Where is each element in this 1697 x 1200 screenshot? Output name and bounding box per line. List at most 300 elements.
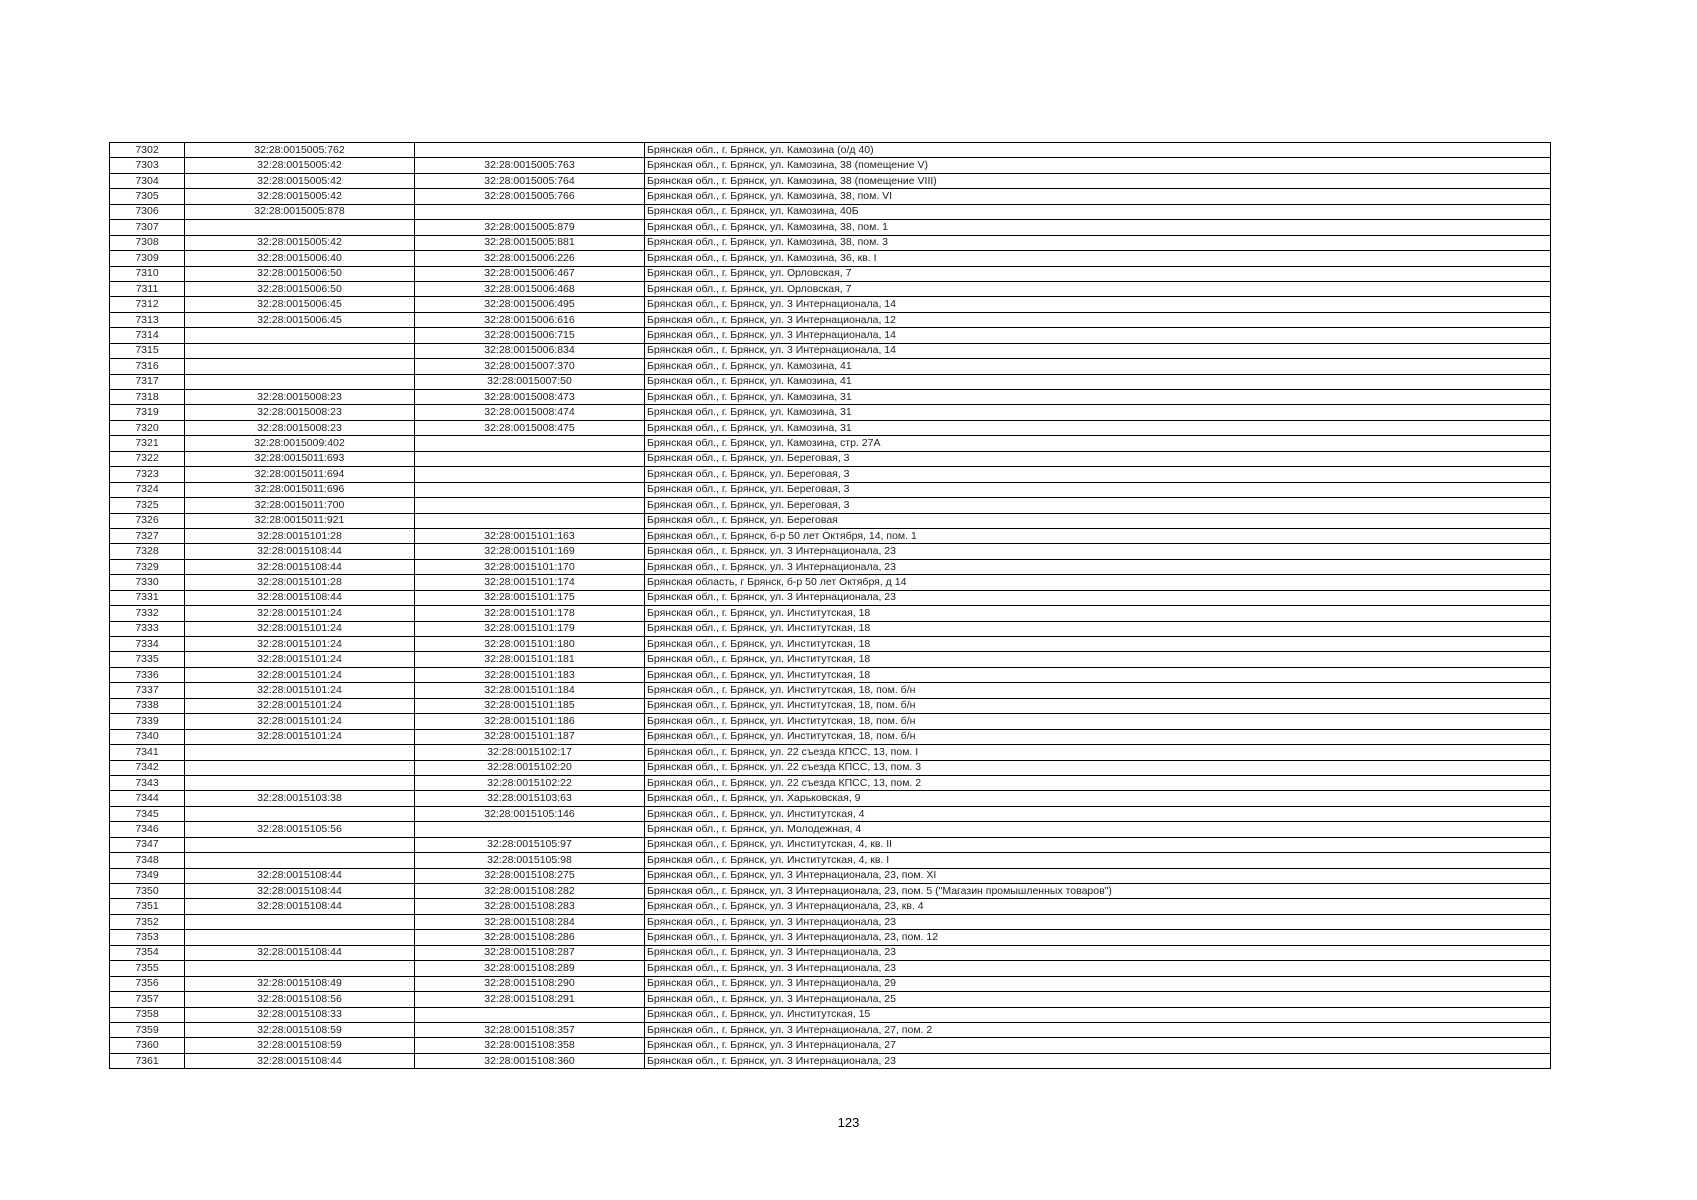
- parent-cadastral-number-cell: 32:28:0015108:44: [185, 1053, 415, 1068]
- row-number-cell: 7312: [110, 297, 185, 312]
- table-row: [110, 297, 1551, 312]
- cadastral-number-cell: 32:28:0015101:181: [415, 652, 645, 667]
- cadastral-number-cell: 32:28:0015006:834: [415, 343, 645, 358]
- address-cell: Брянская обл., г. Брянск, ул. 3 Интернационала, 12: [645, 312, 1551, 327]
- table-row: [110, 667, 1551, 682]
- cadastral-number-cell: 32:28:0015101:174: [415, 575, 645, 590]
- table-row: [110, 837, 1551, 852]
- table-row: [110, 976, 1551, 991]
- parent-cadastral-number-cell: 32:28:0015005:762: [185, 143, 415, 158]
- cadastral-number-cell: 32:28:0015006:616: [415, 312, 645, 327]
- address-cell: Брянская обл., г. Брянск, ул. 3 Интернационала, 23: [645, 945, 1551, 960]
- cadastral-number-cell: 32:28:0015101:187: [415, 729, 645, 744]
- address-cell: Брянская обл., г. Брянск, ул. Институтская, 18: [645, 652, 1551, 667]
- parent-cadastral-number-cell: [185, 930, 415, 945]
- cadastral-number-cell: 32:28:0015005:764: [415, 173, 645, 188]
- parent-cadastral-number-cell: 32:28:0015006:50: [185, 266, 415, 281]
- table-row: [110, 451, 1551, 466]
- row-number-cell: 7349: [110, 868, 185, 883]
- address-cell: Брянская обл., г. Брянск, ул. Молодежная, 4: [645, 822, 1551, 837]
- address-cell: Брянская обл., г. Брянск, ул. Камозина, 36, кв. I: [645, 251, 1551, 266]
- parent-cadastral-number-cell: 32:28:0015101:24: [185, 637, 415, 652]
- table-row: [110, 544, 1551, 559]
- parent-cadastral-number-cell: 32:28:0015108:44: [185, 884, 415, 899]
- row-number-cell: 7304: [110, 173, 185, 188]
- table-row: [110, 775, 1551, 790]
- row-number-cell: 7307: [110, 220, 185, 235]
- table-row: [110, 390, 1551, 405]
- address-cell: Брянская обл., г. Брянск, б-р 50 лет Октября, 14, пом. 1: [645, 528, 1551, 543]
- row-number-cell: 7356: [110, 976, 185, 991]
- table-row: [110, 189, 1551, 204]
- cadastral-number-cell: 32:28:0015006:226: [415, 251, 645, 266]
- table-row: [110, 235, 1551, 250]
- parent-cadastral-number-cell: 32:28:0015101:24: [185, 698, 415, 713]
- cadastral-number-cell: 32:28:0015101:163: [415, 528, 645, 543]
- cadastral-number-cell: 32:28:0015108:282: [415, 884, 645, 899]
- table-row: [110, 868, 1551, 883]
- parent-cadastral-number-cell: [185, 374, 415, 389]
- address-cell: Брянская обл., г. Брянск, ул. Институтская, 18: [645, 667, 1551, 682]
- address-cell: Брянская обл., г. Брянск, ул. Институтская, 18, пом. б/н: [645, 714, 1551, 729]
- parent-cadastral-number-cell: [185, 328, 415, 343]
- parent-cadastral-number-cell: 32:28:0015006:45: [185, 297, 415, 312]
- parent-cadastral-number-cell: 32:28:0015108:44: [185, 544, 415, 559]
- cadastral-number-cell: 32:28:0015105:98: [415, 853, 645, 868]
- row-number-cell: 7345: [110, 806, 185, 821]
- address-cell: Брянская обл., г. Брянск, ул. 3 Интернационала, 23: [645, 590, 1551, 605]
- address-cell: Брянская обл., г. Брянск, ул. 3 Интернационала, 14: [645, 343, 1551, 358]
- address-cell: Брянская обл., г. Брянск, ул. Камозина, 41: [645, 374, 1551, 389]
- row-number-cell: 7336: [110, 667, 185, 682]
- table-row: [110, 621, 1551, 636]
- address-cell: Брянская обл., г. Брянск, ул. 3 Интернационала, 23, пом. 5 ("Магазин промышленных товаров"): [645, 884, 1551, 899]
- address-cell: Брянская обл., г. Брянск, ул. Камозина, 38 (помещение V): [645, 158, 1551, 173]
- row-number-cell: 7361: [110, 1053, 185, 1068]
- row-number-cell: 7325: [110, 498, 185, 513]
- table-row: [110, 513, 1551, 528]
- address-cell: Брянская обл., г. Брянск, ул. 3 Интернационала, 25: [645, 992, 1551, 1007]
- parent-cadastral-number-cell: [185, 775, 415, 790]
- parent-cadastral-number-cell: [185, 745, 415, 760]
- cadastral-number-cell: [415, 204, 645, 219]
- cadastral-number-cell: [415, 467, 645, 482]
- row-number-cell: 7355: [110, 961, 185, 976]
- address-cell: Брянская обл., г. Брянск, ул. Камозина, стр. 27А: [645, 436, 1551, 451]
- parent-cadastral-number-cell: [185, 961, 415, 976]
- address-cell: Брянская обл., г. Брянск, ул. Институтская, 18: [645, 621, 1551, 636]
- table-row: [110, 992, 1551, 1007]
- parent-cadastral-number-cell: 32:28:0015005:42: [185, 235, 415, 250]
- row-number-cell: 7341: [110, 745, 185, 760]
- address-cell: Брянская обл., г. Брянск, ул. Институтская, 18: [645, 637, 1551, 652]
- parent-cadastral-number-cell: 32:28:0015011:696: [185, 482, 415, 497]
- address-cell: Брянская обл., г. Брянск, ул. 3 Интернационала, 23, пом. XI: [645, 868, 1551, 883]
- cadastral-number-cell: [415, 451, 645, 466]
- parent-cadastral-number-cell: 32:28:0015108:59: [185, 1022, 415, 1037]
- table-row: [110, 143, 1551, 158]
- address-cell: Брянская обл., г. Брянск, ул. 3 Интернационала, 23: [645, 559, 1551, 574]
- address-cell: Брянская обл., г. Брянск, ул. Институтская, 4, кв. I: [645, 853, 1551, 868]
- row-number-cell: 7360: [110, 1038, 185, 1053]
- address-cell: Брянская обл., г. Брянск, ул. 3 Интернационала, 23: [645, 544, 1551, 559]
- table-row: [110, 683, 1551, 698]
- cadastral-number-cell: 32:28:0015005:881: [415, 235, 645, 250]
- row-number-cell: 7305: [110, 189, 185, 204]
- parent-cadastral-number-cell: 32:28:0015008:23: [185, 420, 415, 435]
- address-cell: Брянская обл., г. Брянск, ул. 3 Интернационала, 23, пом. 12: [645, 930, 1551, 945]
- parent-cadastral-number-cell: 32:28:0015006:40: [185, 251, 415, 266]
- registry-table: [109, 142, 1551, 1069]
- cadastral-number-cell: 32:28:0015101:180: [415, 637, 645, 652]
- cadastral-number-cell: 32:28:0015108:287: [415, 945, 645, 960]
- cadastral-number-cell: 32:28:0015108:283: [415, 899, 645, 914]
- cadastral-number-cell: 32:28:0015108:286: [415, 930, 645, 945]
- table-row: [110, 374, 1551, 389]
- row-number-cell: 7347: [110, 837, 185, 852]
- table-row: [110, 1022, 1551, 1037]
- cadastral-number-cell: 32:28:0015101:179: [415, 621, 645, 636]
- parent-cadastral-number-cell: 32:28:0015006:45: [185, 312, 415, 327]
- row-number-cell: 7343: [110, 775, 185, 790]
- table-row: [110, 436, 1551, 451]
- address-cell: Брянская обл., г. Брянск, ул. 3 Интернационала, 14: [645, 328, 1551, 343]
- cadastral-number-cell: 32:28:0015102:20: [415, 760, 645, 775]
- table-row: [110, 899, 1551, 914]
- row-number-cell: 7346: [110, 822, 185, 837]
- table-row: [110, 482, 1551, 497]
- cadastral-number-cell: [415, 822, 645, 837]
- parent-cadastral-number-cell: 32:28:0015101:24: [185, 621, 415, 636]
- cadastral-number-cell: 32:28:0015105:146: [415, 806, 645, 821]
- row-number-cell: 7351: [110, 899, 185, 914]
- table-row: [110, 281, 1551, 296]
- cadastral-number-cell: 32:28:0015101:175: [415, 590, 645, 605]
- table-row: [110, 930, 1551, 945]
- address-cell: Брянская обл., г. Брянск, ул. Институтская, 15: [645, 1007, 1551, 1022]
- parent-cadastral-number-cell: 32:28:0015101:24: [185, 729, 415, 744]
- row-number-cell: 7331: [110, 590, 185, 605]
- table-row: [110, 714, 1551, 729]
- parent-cadastral-number-cell: 32:28:0015103:38: [185, 791, 415, 806]
- cadastral-number-cell: 32:28:0015006:715: [415, 328, 645, 343]
- parent-cadastral-number-cell: 32:28:0015108:44: [185, 590, 415, 605]
- table-row: [110, 498, 1551, 513]
- address-cell: Брянская обл., г. Брянск, ул. 3 Интернационала, 23: [645, 914, 1551, 929]
- table-row: [110, 606, 1551, 621]
- parent-cadastral-number-cell: 32:28:0015006:50: [185, 281, 415, 296]
- address-cell: Брянская обл., г. Брянск, ул. Камозина, 38, пом. VI: [645, 189, 1551, 204]
- table-row: [110, 652, 1551, 667]
- parent-cadastral-number-cell: 32:28:0015101:24: [185, 714, 415, 729]
- cadastral-number-cell: [415, 436, 645, 451]
- table-row: [110, 961, 1551, 976]
- row-number-cell: 7303: [110, 158, 185, 173]
- cadastral-number-cell: 32:28:0015108:290: [415, 976, 645, 991]
- cadastral-number-cell: 32:28:0015007:370: [415, 359, 645, 374]
- cadastral-number-cell: 32:28:0015101:184: [415, 683, 645, 698]
- parent-cadastral-number-cell: 32:28:0015101:24: [185, 667, 415, 682]
- table-row: [110, 853, 1551, 868]
- cadastral-number-cell: 32:28:0015005:763: [415, 158, 645, 173]
- address-cell: Брянская обл., г. Брянск, ул. Институтская, 18, пом. б/н: [645, 698, 1551, 713]
- table-row: [110, 467, 1551, 482]
- address-cell: Брянская обл., г. Брянск, ул. 3 Интернационала, 29: [645, 976, 1551, 991]
- cadastral-number-cell: 32:28:0015108:357: [415, 1022, 645, 1037]
- parent-cadastral-number-cell: 32:28:0015011:700: [185, 498, 415, 513]
- address-cell: Брянская обл., г. Брянск, ул. Камозина (о/д 40): [645, 143, 1551, 158]
- cadastral-number-cell: 32:28:0015105:97: [415, 837, 645, 852]
- cadastral-number-cell: 32:28:0015108:275: [415, 868, 645, 883]
- row-number-cell: 7328: [110, 544, 185, 559]
- parent-cadastral-number-cell: [185, 806, 415, 821]
- row-number-cell: 7329: [110, 559, 185, 574]
- cadastral-number-cell: 32:28:0015108:358: [415, 1038, 645, 1053]
- table-row: [110, 312, 1551, 327]
- address-cell: Брянская обл., г. Брянск, ул. 3 Интернационала, 23, кв. 4: [645, 899, 1551, 914]
- parent-cadastral-number-cell: 32:28:0015005:42: [185, 173, 415, 188]
- registry-table-body: [110, 143, 1551, 1069]
- table-row: [110, 328, 1551, 343]
- cadastral-number-cell: [415, 498, 645, 513]
- parent-cadastral-number-cell: [185, 220, 415, 235]
- table-row: [110, 884, 1551, 899]
- parent-cadastral-number-cell: 32:28:0015005:878: [185, 204, 415, 219]
- cadastral-number-cell: 32:28:0015005:766: [415, 189, 645, 204]
- table-row: [110, 266, 1551, 281]
- row-number-cell: 7316: [110, 359, 185, 374]
- table-row: [110, 575, 1551, 590]
- address-cell: Брянская обл., г. Брянск, ул. Институтская, 4: [645, 806, 1551, 821]
- row-number-cell: 7320: [110, 420, 185, 435]
- row-number-cell: 7324: [110, 482, 185, 497]
- table-row: [110, 729, 1551, 744]
- cadastral-number-cell: [415, 143, 645, 158]
- row-number-cell: 7306: [110, 204, 185, 219]
- parent-cadastral-number-cell: 32:28:0015101:28: [185, 575, 415, 590]
- table-row: [110, 822, 1551, 837]
- parent-cadastral-number-cell: 32:28:0015108:59: [185, 1038, 415, 1053]
- table-row: [110, 343, 1551, 358]
- row-number-cell: 7350: [110, 884, 185, 899]
- row-number-cell: 7321: [110, 436, 185, 451]
- row-number-cell: 7352: [110, 914, 185, 929]
- row-number-cell: 7332: [110, 606, 185, 621]
- row-number-cell: 7348: [110, 853, 185, 868]
- address-cell: Брянская обл., г. Брянск, ул. Береговая: [645, 513, 1551, 528]
- address-cell: Брянская обл., г. Брянск, ул. Орловская, 7: [645, 281, 1551, 296]
- address-cell: Брянская область, г Брянск, б-р 50 лет Октября, д 14: [645, 575, 1551, 590]
- address-cell: Брянская обл., г. Брянск, ул. Камозина, 41: [645, 359, 1551, 374]
- row-number-cell: 7323: [110, 467, 185, 482]
- cadastral-number-cell: 32:28:0015101:169: [415, 544, 645, 559]
- cadastral-number-cell: [415, 1007, 645, 1022]
- row-number-cell: 7327: [110, 528, 185, 543]
- table-row: [110, 806, 1551, 821]
- cadastral-number-cell: [415, 482, 645, 497]
- cadastral-number-cell: 32:28:0015101:178: [415, 606, 645, 621]
- address-cell: Брянская обл., г. Брянск, ул. 3 Интернационала, 14: [645, 297, 1551, 312]
- table-row: [110, 590, 1551, 605]
- cadastral-number-cell: 32:28:0015008:474: [415, 405, 645, 420]
- parent-cadastral-number-cell: 32:28:0015101:24: [185, 683, 415, 698]
- address-cell: Брянская обл., г. Брянск, ул. Береговая, 3: [645, 467, 1551, 482]
- cadastral-number-cell: 32:28:0015102:17: [415, 745, 645, 760]
- cadastral-number-cell: 32:28:0015101:170: [415, 559, 645, 574]
- address-cell: Брянская обл., г. Брянск, ул. Институтская, 18: [645, 606, 1551, 621]
- table-row: [110, 420, 1551, 435]
- cadastral-number-cell: [415, 513, 645, 528]
- parent-cadastral-number-cell: [185, 760, 415, 775]
- table-row: [110, 1007, 1551, 1022]
- parent-cadastral-number-cell: 32:28:0015108:56: [185, 992, 415, 1007]
- row-number-cell: 7337: [110, 683, 185, 698]
- row-number-cell: 7353: [110, 930, 185, 945]
- parent-cadastral-number-cell: [185, 359, 415, 374]
- row-number-cell: 7310: [110, 266, 185, 281]
- address-cell: Брянская обл., г. Брянск, ул. Камозина, 31: [645, 420, 1551, 435]
- row-number-cell: 7358: [110, 1007, 185, 1022]
- page-number: 123: [837, 1115, 860, 1130]
- cadastral-number-cell: 32:28:0015006:468: [415, 281, 645, 296]
- cadastral-number-cell: 32:28:0015101:186: [415, 714, 645, 729]
- address-cell: Брянская обл., г. Брянск, ул. Камозина, 31: [645, 390, 1551, 405]
- table-row: [110, 158, 1551, 173]
- address-cell: Брянская обл., г. Брянск, ул. 22 съезда КПСС, 13, пом. I: [645, 745, 1551, 760]
- address-cell: Брянская обл., г. Брянск, ул. 3 Интернационала, 27: [645, 1038, 1551, 1053]
- table-row: [110, 698, 1551, 713]
- parent-cadastral-number-cell: [185, 343, 415, 358]
- address-cell: Брянская обл., г. Брянск, ул. 22 съезда КПСС, 13, пом. 2: [645, 775, 1551, 790]
- row-number-cell: 7314: [110, 328, 185, 343]
- table-row: [110, 220, 1551, 235]
- cadastral-number-cell: 32:28:0015006:495: [415, 297, 645, 312]
- row-number-cell: 7313: [110, 312, 185, 327]
- parent-cadastral-number-cell: 32:28:0015011:921: [185, 513, 415, 528]
- address-cell: Брянская обл., г. Брянск, ул. Институтская, 4, кв. II: [645, 837, 1551, 852]
- table-row: [110, 760, 1551, 775]
- table-row: [110, 745, 1551, 760]
- address-cell: Брянская обл., г. Брянск, ул. 3 Интернационала, 23: [645, 1053, 1551, 1068]
- parent-cadastral-number-cell: 32:28:0015108:49: [185, 976, 415, 991]
- address-cell: Брянская обл., г. Брянск, ул. Береговая, 3: [645, 451, 1551, 466]
- cadastral-number-cell: 32:28:0015108:284: [415, 914, 645, 929]
- address-cell: Брянская обл., г. Брянск, ул. Институтская, 18, пом. б/н: [645, 683, 1551, 698]
- row-number-cell: 7319: [110, 405, 185, 420]
- address-cell: Брянская обл., г. Брянск, ул. Береговая, 3: [645, 498, 1551, 513]
- parent-cadastral-number-cell: [185, 914, 415, 929]
- parent-cadastral-number-cell: 32:28:0015108:44: [185, 945, 415, 960]
- parent-cadastral-number-cell: [185, 853, 415, 868]
- cadastral-number-cell: 32:28:0015007:50: [415, 374, 645, 389]
- address-cell: Брянская обл., г. Брянск, ул. Харьковская, 9: [645, 791, 1551, 806]
- address-cell: Брянская обл., г. Брянск, ул. Камозина, 40Б: [645, 204, 1551, 219]
- parent-cadastral-number-cell: 32:28:0015005:42: [185, 189, 415, 204]
- row-number-cell: 7317: [110, 374, 185, 389]
- row-number-cell: 7302: [110, 143, 185, 158]
- address-cell: Брянская обл., г. Брянск, ул. 3 Интернационала, 27, пом. 2: [645, 1022, 1551, 1037]
- cadastral-number-cell: 32:28:0015108:360: [415, 1053, 645, 1068]
- row-number-cell: 7311: [110, 281, 185, 296]
- row-number-cell: 7326: [110, 513, 185, 528]
- row-number-cell: 7330: [110, 575, 185, 590]
- parent-cadastral-number-cell: 32:28:0015008:23: [185, 390, 415, 405]
- address-cell: Брянская обл., г. Брянск, ул. Береговая, 3: [645, 482, 1551, 497]
- address-cell: Брянская обл., г. Брянск, ул. Институтская, 18, пом. б/н: [645, 729, 1551, 744]
- parent-cadastral-number-cell: 32:28:0015101:28: [185, 528, 415, 543]
- cadastral-number-cell: 32:28:0015008:475: [415, 420, 645, 435]
- table-row: [110, 1053, 1551, 1068]
- row-number-cell: 7342: [110, 760, 185, 775]
- address-cell: Брянская обл., г. Брянск, ул. Орловская, 7: [645, 266, 1551, 281]
- table-row: [110, 791, 1551, 806]
- row-number-cell: 7344: [110, 791, 185, 806]
- row-number-cell: 7354: [110, 945, 185, 960]
- row-number-cell: 7339: [110, 714, 185, 729]
- parent-cadastral-number-cell: 32:28:0015108:44: [185, 559, 415, 574]
- row-number-cell: 7335: [110, 652, 185, 667]
- parent-cadastral-number-cell: 32:28:0015108:33: [185, 1007, 415, 1022]
- cadastral-number-cell: 32:28:0015008:473: [415, 390, 645, 405]
- parent-cadastral-number-cell: 32:28:0015101:24: [185, 606, 415, 621]
- parent-cadastral-number-cell: 32:28:0015005:42: [185, 158, 415, 173]
- row-number-cell: 7338: [110, 698, 185, 713]
- table-row: [110, 1038, 1551, 1053]
- row-number-cell: 7340: [110, 729, 185, 744]
- table-row: [110, 528, 1551, 543]
- parent-cadastral-number-cell: [185, 837, 415, 852]
- cadastral-number-cell: 32:28:0015101:183: [415, 667, 645, 682]
- parent-cadastral-number-cell: 32:28:0015105:56: [185, 822, 415, 837]
- address-cell: Брянская обл., г. Брянск, ул. 3 Интернационала, 23: [645, 961, 1551, 976]
- row-number-cell: 7333: [110, 621, 185, 636]
- table-row: [110, 637, 1551, 652]
- parent-cadastral-number-cell: 32:28:0015108:44: [185, 899, 415, 914]
- row-number-cell: 7318: [110, 390, 185, 405]
- address-cell: Брянская обл., г. Брянск, ул. Камозина, 38, пом. 3: [645, 235, 1551, 250]
- address-cell: Брянская обл., г. Брянск, ул. Камозина, 31: [645, 405, 1551, 420]
- table-row: [110, 359, 1551, 374]
- cadastral-number-cell: 32:28:0015101:185: [415, 698, 645, 713]
- parent-cadastral-number-cell: 32:28:0015009:402: [185, 436, 415, 451]
- row-number-cell: 7334: [110, 637, 185, 652]
- cadastral-number-cell: 32:28:0015006:467: [415, 266, 645, 281]
- parent-cadastral-number-cell: 32:28:0015008:23: [185, 405, 415, 420]
- table-row: [110, 559, 1551, 574]
- cadastral-number-cell: 32:28:0015103:63: [415, 791, 645, 806]
- table-row: [110, 914, 1551, 929]
- table-row: [110, 405, 1551, 420]
- cadastral-number-cell: 32:28:0015102:22: [415, 775, 645, 790]
- table-row: [110, 945, 1551, 960]
- address-cell: Брянская обл., г. Брянск, ул. 22 съезда КПСС, 13, пом. 3: [645, 760, 1551, 775]
- address-cell: Брянская обл., г. Брянск, ул. Камозина, 38 (помещение VIII): [645, 173, 1551, 188]
- cadastral-number-cell: 32:28:0015108:289: [415, 961, 645, 976]
- parent-cadastral-number-cell: 32:28:0015108:44: [185, 868, 415, 883]
- row-number-cell: 7309: [110, 251, 185, 266]
- address-cell: Брянская обл., г. Брянск, ул. Камозина, 38, пом. 1: [645, 220, 1551, 235]
- table-row: [110, 204, 1551, 219]
- parent-cadastral-number-cell: 32:28:0015101:24: [185, 652, 415, 667]
- cadastral-number-cell: 32:28:0015108:291: [415, 992, 645, 1007]
- parent-cadastral-number-cell: 32:28:0015011:694: [185, 467, 415, 482]
- row-number-cell: 7308: [110, 235, 185, 250]
- row-number-cell: 7315: [110, 343, 185, 358]
- row-number-cell: 7359: [110, 1022, 185, 1037]
- row-number-cell: 7322: [110, 451, 185, 466]
- table-row: [110, 251, 1551, 266]
- row-number-cell: 7357: [110, 992, 185, 1007]
